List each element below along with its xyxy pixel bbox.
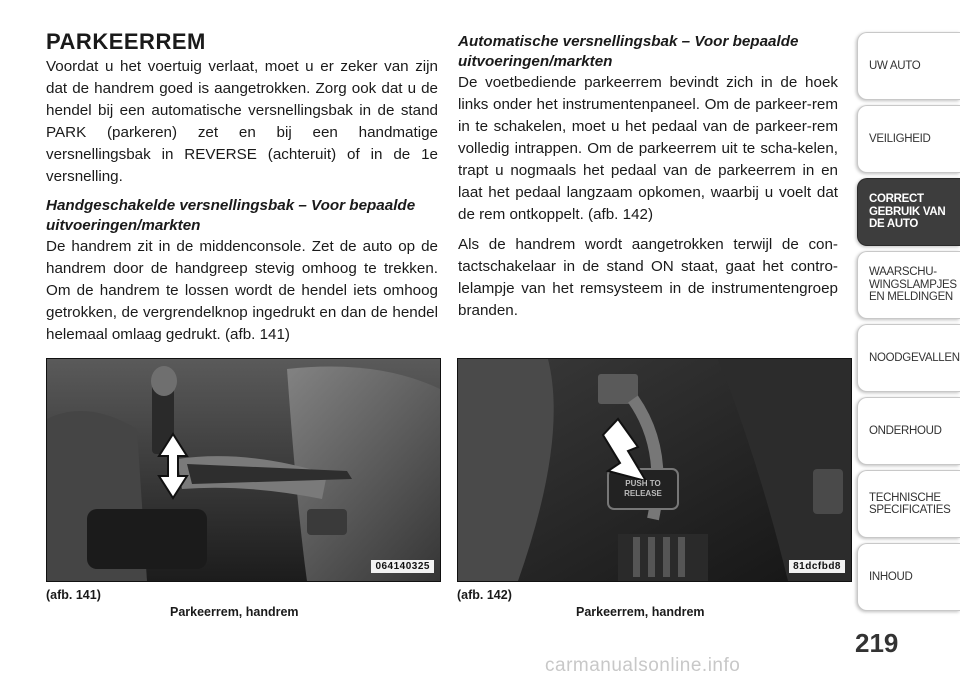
- pedal-label-line1: PUSH TO: [625, 479, 661, 488]
- page-number: 219: [855, 628, 899, 658]
- figure-foot-brake: [457, 358, 852, 582]
- section-heading: PARKEERREM: [46, 29, 206, 54]
- figure-code: 81dcfbd8: [789, 560, 845, 573]
- figure-title-141: Parkeerrem, handrem: [170, 605, 299, 619]
- figure-title-142: Parkeerrem, handrem: [576, 605, 705, 619]
- figure-ref-141: (afb. 141): [46, 588, 101, 602]
- handbrake-illustration: [47, 359, 440, 581]
- auto-subheading-line2: uitvoeringen/markten: [458, 53, 613, 70]
- right-column: [458, 32, 838, 330]
- figure-code: 064140325: [371, 560, 434, 573]
- manual-subheading-line1: Handgeschakelde versnellingsbak – Voor bepaalde: [46, 197, 416, 214]
- auto-paragraph: De voetbediende parkeerrem bevindt zich in de hoek links onder het instrumentenpaneel. Om de parkeer-rem in te schakelen, moet u het pedaal van de parkeer-rem volledig intrappen. Om de parkeerrem uit te scha-kelen, trapt u nogmaals het pedaal van de parkeerrem in en laat het pedaal langzaam opkomen, waarbij u voelt dat de rem ontkoppelt. (afb. 142): [458, 74, 838, 223]
- tab-uw-auto[interactable]: [857, 32, 960, 100]
- tab-inhoud[interactable]: [857, 543, 960, 611]
- tab-label: CORRECT GEBRUIK VAN DE AUTO: [869, 193, 946, 231]
- watermark: carmanualsonline.info: [545, 655, 741, 676]
- warning-paragraph: Als de handrem wordt aangetrokken terwijl de con-tactschakelaar in de stand ON staat, gaat het contro-lelampje van het remsysteem in de instrumentengroep branden.: [458, 236, 838, 319]
- intro-paragraph: Voordat u het voertuig verlaat, moet u er zeker van zijn dat de handrem goed is aangetrokken. Zorg ook dat u de hendel bij een automatische versnellingsbak in de stand PARK (parkeren) zet en bij een handmatige versnellingsbak in REVERSE (achteruit) of in de 1e versnelling.: [46, 58, 438, 185]
- tab-label: ONDERHOUD: [869, 424, 942, 437]
- manual-paragraph: De handrem zit in de middenconsole. Zet de auto op de handrem door de handgreep stevig omhoog te trekken. Om de handrem te lossen wordt de hendel iets omhoog getrokken, de vergrendelknop ingedrukt en dan de hendel helemaal omlaag gedrukt. (afb. 141): [46, 238, 438, 343]
- tab-waarschuwingslampjes[interactable]: [857, 251, 960, 319]
- foot-brake-illustration: [458, 359, 851, 581]
- tab-correct-gebruik[interactable]: [857, 178, 960, 246]
- figure-ref-142: (afb. 142): [457, 588, 512, 602]
- tab-technische-specificaties[interactable]: [857, 470, 960, 538]
- tab-label: VEILIGHEID: [869, 132, 931, 145]
- tab-label: INHOUD: [869, 570, 913, 583]
- auto-subheading-line1: Automatische versnellingsbak – Voor bepaalde: [458, 33, 799, 50]
- left-column: [46, 30, 438, 354]
- chapter-tabs: [857, 32, 960, 616]
- manual-subheading-line2: uitvoeringen/markten: [46, 217, 201, 234]
- pedal-label-line2: RELEASE: [624, 489, 662, 498]
- figure-handbrake: [46, 358, 441, 582]
- tab-onderhoud[interactable]: [857, 397, 960, 465]
- tab-label: NOODGEVALLEN: [869, 351, 960, 364]
- tab-label: UW AUTO: [869, 59, 921, 72]
- tab-label: WAARSCHU- WINGSLAMPJES EN MELDINGEN: [869, 266, 957, 304]
- tab-veiligheid[interactable]: [857, 105, 960, 173]
- tab-noodgevallen[interactable]: [857, 324, 960, 392]
- tab-label: TECHNISCHE SPECIFICATIES: [869, 491, 951, 516]
